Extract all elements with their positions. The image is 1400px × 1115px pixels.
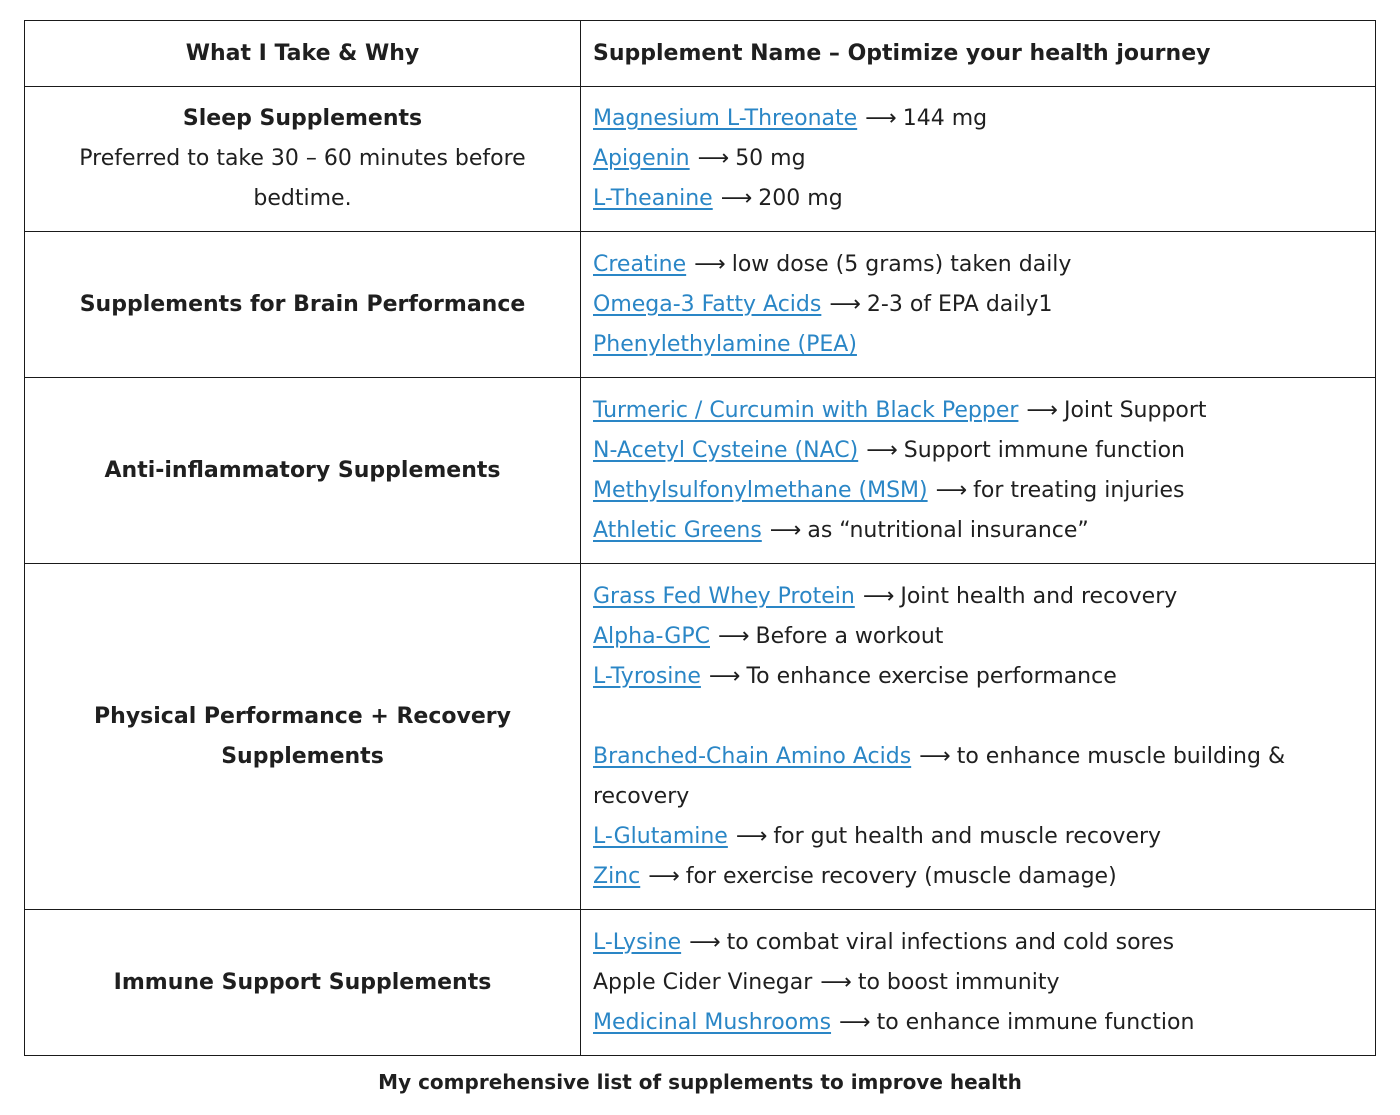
arrow-icon: ⟶ bbox=[820, 969, 852, 995]
supplement-detail: as “nutritional insurance” bbox=[807, 517, 1089, 543]
supplement-table bbox=[24, 20, 1376, 1056]
supplement-line bbox=[593, 617, 1363, 657]
arrow-icon: ⟶ bbox=[735, 823, 768, 849]
category-title: Physical Performance + Recovery Supplements bbox=[94, 703, 511, 769]
supplement-detail: 50 mg bbox=[735, 146, 806, 171]
category-cell bbox=[25, 910, 581, 1056]
supplement-list-cell bbox=[581, 87, 1376, 232]
supplement-link[interactable]: L-Glutamine bbox=[593, 823, 728, 849]
category-note: Preferred to take 30 – 60 minutes before bedtime. bbox=[79, 146, 526, 211]
arrow-icon: ⟶ bbox=[694, 251, 726, 277]
supplement-line bbox=[593, 471, 1363, 511]
supplement-line bbox=[593, 325, 1363, 365]
supplement-link[interactable]: Phenylethylamine (PEA) bbox=[593, 331, 857, 357]
supplement-list-cell bbox=[581, 564, 1376, 910]
category-title: Sleep Supplements bbox=[182, 106, 423, 131]
supplement-table-container bbox=[24, 20, 1375, 1056]
supplement-detail: low dose (5 grams) taken daily bbox=[731, 251, 1072, 277]
supplement-detail: 2-3 of EPA daily1 bbox=[866, 291, 1053, 317]
supplement-link[interactable]: L-Theanine bbox=[593, 186, 713, 211]
arrow-icon: ⟶ bbox=[862, 583, 895, 609]
supplement-detail: to boost immunity bbox=[857, 969, 1060, 995]
table-row bbox=[25, 87, 1376, 232]
arrow-icon: ⟶ bbox=[697, 146, 730, 171]
supplement-line bbox=[593, 857, 1363, 897]
category-cell bbox=[25, 232, 581, 378]
arrow-icon: ⟶ bbox=[720, 186, 753, 211]
supplement-link[interactable]: Apigenin bbox=[593, 146, 690, 171]
category-cell bbox=[25, 378, 581, 564]
supplement-line bbox=[593, 511, 1363, 551]
arrow-icon: ⟶ bbox=[1026, 397, 1058, 423]
supplement-line bbox=[593, 139, 1363, 179]
supplement-line bbox=[593, 1003, 1363, 1043]
arrow-icon: ⟶ bbox=[717, 623, 750, 649]
supplement-line bbox=[593, 99, 1363, 139]
supplement-detail: Before a workout bbox=[755, 623, 944, 649]
supplement-link[interactable]: Branched-Chain Amino Acids bbox=[593, 743, 912, 769]
supplement-detail: to enhance muscle building & recovery bbox=[593, 743, 1286, 809]
supplement-line bbox=[593, 285, 1363, 325]
supplement-line bbox=[593, 431, 1363, 471]
supplement-link[interactable]: N-Acetyl Cysteine (NAC) bbox=[593, 437, 859, 463]
arrow-icon: ⟶ bbox=[935, 477, 968, 503]
supplement-link[interactable]: Methylsulfonylmethane (MSM) bbox=[593, 477, 928, 503]
supplement-line bbox=[593, 657, 1363, 697]
supplement-link[interactable]: Medicinal Mushrooms bbox=[593, 1009, 832, 1035]
supplement-detail: Support immune function bbox=[903, 437, 1185, 463]
supplement-link[interactable]: Athletic Greens bbox=[593, 517, 762, 543]
supplement-detail: Joint health and recovery bbox=[900, 583, 1178, 609]
supplement-link[interactable]: Alpha-GPC bbox=[593, 623, 710, 649]
supplement-link[interactable]: Magnesium L-Threonate bbox=[593, 106, 858, 131]
supplement-line bbox=[593, 577, 1363, 617]
table-row bbox=[25, 564, 1376, 910]
supplement-detail: for gut health and muscle recovery bbox=[773, 823, 1162, 849]
supplement-line bbox=[593, 963, 1363, 1003]
table-row bbox=[25, 232, 1376, 378]
category-cell bbox=[25, 87, 581, 232]
supplement-detail: to combat viral infections and cold sores bbox=[726, 929, 1175, 955]
supplement-line bbox=[593, 179, 1363, 219]
arrow-icon: ⟶ bbox=[865, 106, 897, 131]
supplement-detail: To enhance exercise performance bbox=[746, 663, 1117, 689]
table-caption: My comprehensive list of supplements to improve health bbox=[378, 1070, 1022, 1094]
supplement-list-cell bbox=[581, 378, 1376, 564]
arrow-icon: ⟶ bbox=[839, 1009, 871, 1035]
supplement-line bbox=[593, 245, 1363, 285]
supplement-list-cell bbox=[581, 232, 1376, 378]
supplement-link[interactable]: Omega-3 Fatty Acids bbox=[593, 291, 822, 317]
supplement-link[interactable]: Zinc bbox=[593, 863, 641, 889]
supplement-link[interactable]: Creatine bbox=[593, 251, 687, 277]
category-title: Anti-inflammatory Supplements bbox=[104, 457, 501, 483]
blank-line bbox=[593, 697, 1363, 737]
supplement-link[interactable]: Grass Fed Whey Protein bbox=[593, 583, 855, 609]
supplement-list-cell bbox=[581, 910, 1376, 1056]
arrow-icon: ⟶ bbox=[708, 663, 741, 689]
header-what-i-take: What I Take & Why bbox=[25, 21, 581, 87]
supplement-line bbox=[593, 923, 1363, 963]
arrow-icon: ⟶ bbox=[689, 929, 721, 955]
supplement-link[interactable]: Turmeric / Curcumin with Black Pepper bbox=[593, 397, 1019, 423]
arrow-icon: ⟶ bbox=[769, 517, 802, 543]
table-row bbox=[25, 378, 1376, 564]
supplement-line bbox=[593, 817, 1363, 857]
supplement-name: Apple Cider Vinegar bbox=[593, 969, 813, 995]
supplement-detail: to enhance immune function bbox=[876, 1009, 1195, 1035]
supplement-link[interactable]: L-Lysine bbox=[593, 929, 682, 955]
supplement-line bbox=[593, 391, 1363, 431]
arrow-icon: ⟶ bbox=[866, 437, 898, 463]
supplement-detail: Joint Support bbox=[1063, 397, 1207, 423]
supplement-detail: 144 mg bbox=[902, 106, 988, 131]
supplement-link[interactable]: L-Tyrosine bbox=[593, 663, 701, 689]
supplement-detail: 200 mg bbox=[758, 186, 843, 211]
category-cell bbox=[25, 564, 581, 910]
arrow-icon: ⟶ bbox=[648, 863, 680, 889]
arrow-icon: ⟶ bbox=[829, 291, 861, 317]
table-header-row bbox=[25, 21, 1376, 87]
arrow-icon: ⟶ bbox=[919, 743, 951, 769]
supplement-line bbox=[593, 737, 1363, 817]
supplement-detail: for treating injuries bbox=[973, 477, 1185, 503]
header-supplement-name: Supplement Name – Optimize your health journey bbox=[581, 21, 1376, 87]
table-row bbox=[25, 910, 1376, 1056]
category-title: Supplements for Brain Performance bbox=[79, 291, 526, 317]
table-body bbox=[25, 87, 1376, 1056]
category-title: Immune Support Supplements bbox=[113, 969, 492, 995]
supplement-detail: for exercise recovery (muscle damage) bbox=[685, 863, 1117, 889]
